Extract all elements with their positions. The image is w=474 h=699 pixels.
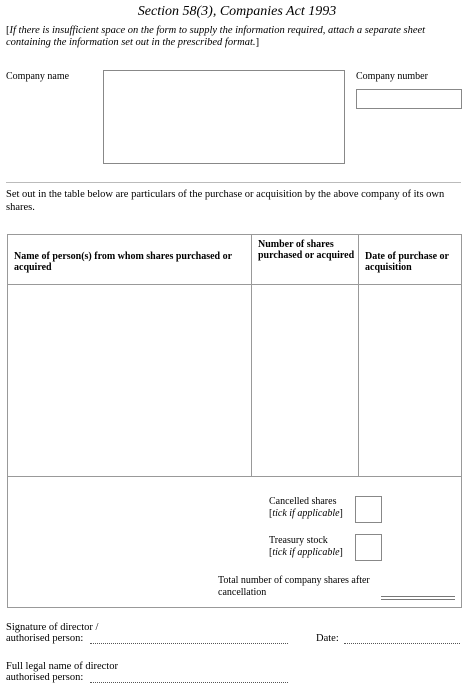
company-number-label: Company number	[356, 71, 428, 82]
cancelled-shares-title: Cancelled shares	[269, 496, 337, 507]
total-shares-field[interactable]	[381, 596, 455, 600]
instructions-note	[6, 25, 466, 49]
cell-person-names[interactable]	[9, 285, 250, 475]
instructions-open-bracket: [	[6, 25, 10, 36]
cancelled-shares-label	[269, 496, 353, 520]
full-name-field[interactable]	[90, 682, 288, 683]
column-header-number: Number of shares purchased or acquired	[258, 239, 355, 261]
column-header-date: Date of purchase or acquisition	[365, 251, 449, 273]
intro-text: Set out in the table below are particulars of the purchase or acquisition by the above company of its own shares.	[6, 189, 445, 213]
treasury-stock-hint: [tick if applicable]	[269, 547, 343, 558]
column-header-name: Name of person(s) from whom shares purchased or acquired	[14, 251, 232, 273]
total-shares-label: Total number of company shares after cancellation	[218, 575, 370, 598]
company-name-field[interactable]	[103, 70, 345, 164]
cancelled-shares-hint: [tick if applicable]	[269, 508, 343, 519]
section-divider	[6, 182, 461, 183]
cell-acquisition-date[interactable]	[359, 285, 460, 475]
signature-label-line1: Signature of director /	[6, 622, 99, 633]
cell-shares-number[interactable]	[252, 285, 357, 475]
treasury-stock-title: Treasury stock	[269, 535, 328, 546]
full-name-label-line1: Full legal name of director	[6, 661, 118, 672]
company-name-label: Company name	[6, 71, 70, 82]
instructions-close-bracket: ]	[255, 37, 260, 48]
date-label: Date:	[316, 633, 339, 644]
table-body-divider	[8, 476, 461, 477]
cancelled-tick-text: tick if applicable	[272, 508, 340, 519]
company-number-field[interactable]	[356, 89, 462, 109]
treasury-stock-checkbox[interactable]	[355, 534, 382, 561]
shares-table	[7, 234, 462, 608]
cancelled-shares-checkbox[interactable]	[355, 496, 382, 523]
treasury-stock-label	[269, 535, 353, 559]
signature-field[interactable]	[90, 643, 288, 644]
signature-label-line2: authorised person:	[6, 633, 84, 644]
full-name-label-line2: authorised person:	[6, 672, 84, 683]
instructions-text: If there is insufficient space on the form to supply the information required, attach a separate sheet containing the information set out in the prescribed format.	[6, 25, 426, 48]
treasury-tick-text: tick if applicable	[272, 547, 340, 558]
form-title: Section 58(3), Companies Act 1993	[137, 4, 337, 19]
date-field[interactable]	[344, 643, 460, 644]
